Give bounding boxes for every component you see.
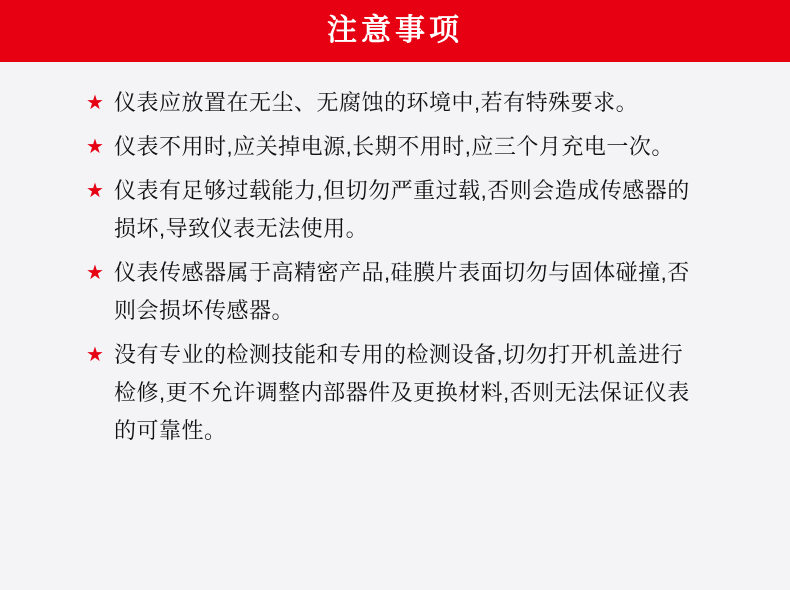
star-icon: ★ <box>86 262 104 284</box>
list-item-text: 仪表有足够过载能力,但切勿严重过载,否则会造成传感器的损坏,导致仪表无法使用。 <box>114 178 690 241</box>
notes-list <box>0 62 790 450</box>
list-item-text: 没有专业的检测技能和专用的检测设备,切勿打开机盖进行检修,更不允许调整内部器件及更换材料,否则无法保证仪表的可靠性。 <box>114 342 690 443</box>
list-item-text: 仪表不用时,应关掉电源,长期不用时,应三个月充电一次。 <box>114 134 674 159</box>
list-item-text: 仪表传感器属于高精密产品,硅膜片表面切勿与固体碰撞,否则会损坏传感器。 <box>114 260 690 323</box>
list-item-text: 仪表应放置在无尘、无腐蚀的环境中,若有特殊要求。 <box>114 90 639 115</box>
list-item <box>88 336 746 450</box>
star-icon: ★ <box>86 92 104 114</box>
page-title: 注意事项 <box>327 14 463 47</box>
list-item <box>88 84 746 122</box>
star-icon: ★ <box>86 136 104 158</box>
list-item <box>88 254 746 330</box>
star-icon: ★ <box>86 180 104 202</box>
page-header <box>0 0 790 62</box>
list-item <box>88 172 746 248</box>
list-item <box>88 128 746 166</box>
star-icon: ★ <box>86 344 104 366</box>
